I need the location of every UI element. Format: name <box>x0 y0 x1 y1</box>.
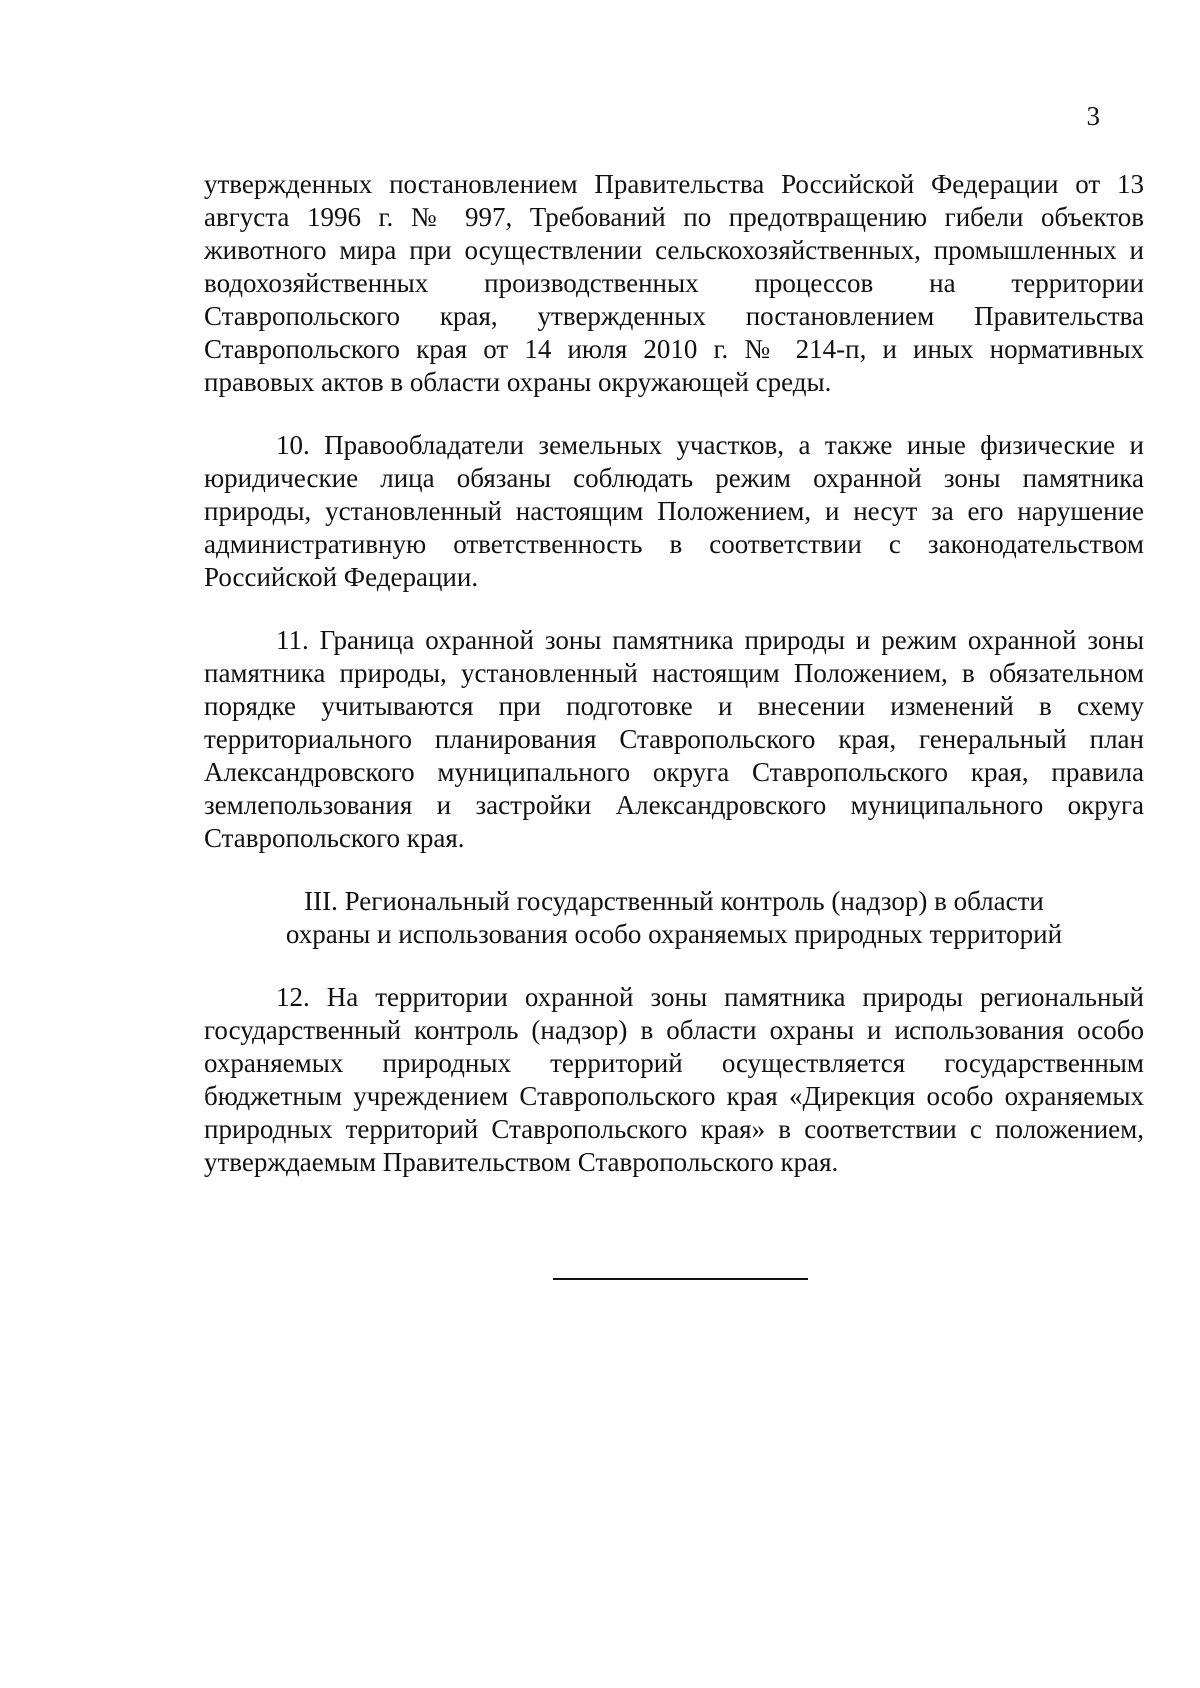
closing-rule-line <box>553 1278 808 1280</box>
paragraph-gap <box>204 594 1144 624</box>
paragraph-10: 10. Правообладатели земельных участков, а также иные физические и юридические лица обязаны соблюдать режим охранной зоны памятника природы, установленный настоящим Положением, и несут за его нарушение административную ответственность в соответствии с законодательством Российской Федерации. <box>204 430 1144 592</box>
document-body <box>204 168 1144 1179</box>
paragraph-11: 11. Граница охранной зоны памятника природы и режим охранной зоны памятника природы, установленный настоящим Положением, в обязательном порядке учитываются при подготовке и внесении изменений в схему территориального планирования Ставропольского края, генеральный план Александровского муниципального округа Ставропольского края, правила землепользования и застройки Александровского муниципального округа Ставропольского края. <box>204 625 1144 853</box>
paragraph-12: 12. На территории охранной зоны памятника природы региональный государственный контроль (надзор) в области охраны и использования особо охраняемых природных территорий осуществляется государственным бюджетным учреждением Ставропольского края «Дирекция особо охраняемых природных территорий Ставропольского края» в соответствии с положением, утверждаемым Правительством Ставропольского края. <box>204 982 1144 1177</box>
section-heading <box>204 885 1144 951</box>
section-heading-line-1: III. Региональный государственный контроль (надзор) в области <box>304 886 1044 916</box>
page-number: 3 <box>1086 101 1100 131</box>
paragraph-gap <box>204 951 1144 981</box>
paragraph-gap <box>204 399 1144 429</box>
paragraph-continuation: утвержденных постановлением Правительства Российской Федерации от 13 августа 1996 г. № 997, Требований по предотвращению гибели объектов животного мира при осуществлении сельскохозяйственных, промышленных и водохозяйственных производственных процессов на территории Ставропольского края, утвержденных постановлением Правительства Ставропольского края от 14 июля 2010 г. № 214-п, и иных нормативных правовых актов в области охраны окружающей среды. <box>204 169 1144 397</box>
paragraph-gap <box>204 855 1144 885</box>
section-heading-line-2: охраны и использования особо охраняемых природных территорий <box>285 919 1063 949</box>
